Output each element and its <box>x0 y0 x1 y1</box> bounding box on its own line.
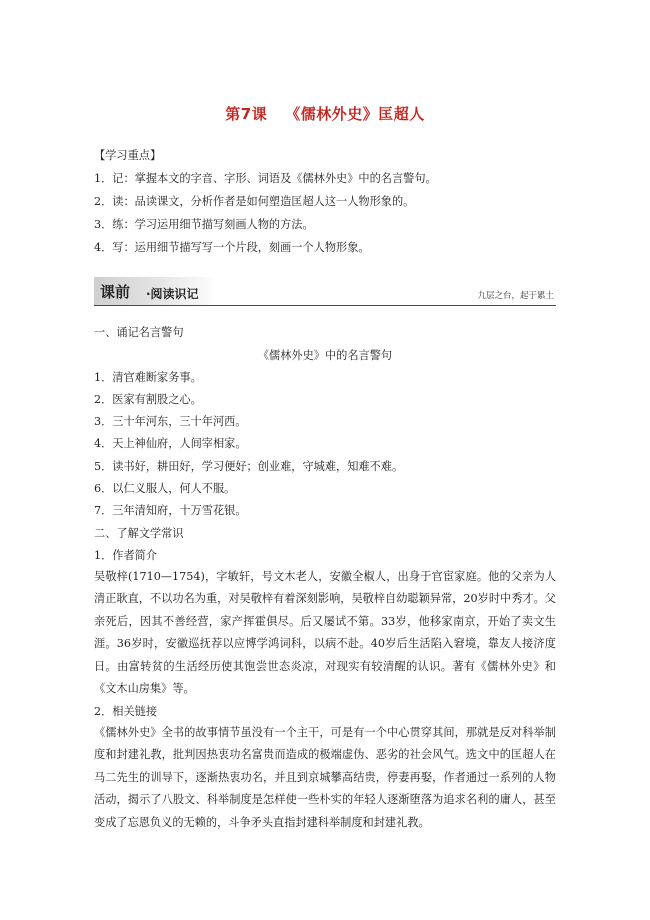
saying-6: 6．以仁义服人，何人不服。 <box>94 482 236 495</box>
saying-2: 2．医家有割股之心。 <box>94 393 202 406</box>
saying-7: 7．三年清知府，十万雪花银。 <box>94 504 247 517</box>
focus-header: 【学习重点】 <box>94 149 162 162</box>
saying-5: 5．读书好，耕田好，学习便好；创业难，守城难，知难不难。 <box>94 460 404 473</box>
focus-item-1: 1．记：掌握本文的字音、字形、词语及《儒林外史》中的名言警句。 <box>94 172 437 185</box>
section1-subheading: 《儒林外史》中的名言警句 <box>257 349 393 362</box>
focus-item-3: 3．练：学习运用细节描写刻画人物的方法。 <box>94 218 314 231</box>
saying-3: 3．三十年河东，三十年河西。 <box>94 415 247 428</box>
focus-item-2: 2．读：品读课文，分析作者是如何塑造匡超人这一人物形象的。 <box>94 195 415 208</box>
saying-1: 1．清官难断家务事。 <box>94 371 202 384</box>
section-banner <box>94 277 556 306</box>
lesson-name: 《儒林外史》匡超人 <box>285 105 425 123</box>
section1-heading: 一、诵记名言警句 <box>94 326 184 339</box>
links-heading: 2．相关链接 <box>94 705 158 718</box>
lesson-number: 第7课 <box>225 105 268 123</box>
banner-sub-label: ·阅读识记 <box>146 287 199 301</box>
banner-motto: 九层之台，起于累土 <box>477 291 554 301</box>
lesson-title <box>0 103 650 124</box>
section2-heading: 二、了解文学常识 <box>94 527 184 540</box>
saying-4: 4．天上神仙府，人间宰相家。 <box>94 437 247 450</box>
author-heading: 1．作者简介 <box>94 549 158 562</box>
author-paragraph: 吴敬梓(1710—1754)，字敏轩，号文木老人，安徽全椒人，出身于官宦家庭。他的父亲为人清正耿直，不以功名为重，对吴敬梓有着深刻影响，吴敬梓自幼聪颖异常，20岁时中秀才。父亲死后，因其不善经营，家产挥霍俱尽。后又屡试不第。33岁，他移家南京，开始了卖文生涯。36岁时，安徽巡抚荐以应博学鸿词科，以病不赴。40岁后生活陷入窘境，靠友人接济度日。由富转贫的生活经历使其饱尝世态炎凉，对现实有较清醒的认识。著有《儒林外史》和《文木山房集》等。 <box>94 570 556 696</box>
banner-main-label: 课前 <box>100 283 131 301</box>
focus-item-4: 4．写：运用细节描写写一个片段，刻画一个人物形象。 <box>94 241 370 254</box>
links-paragraph: 《儒林外史》全书的故事情节虽没有一个主干，可是有一个中心贯穿其间，那就是反对科举制度和封建礼教，批判因热衷功名富贵而造成的极端虚伪、恶劣的社会风气。选文中的匡超人在马二先生的训导下，逐渐热衷功名，并且到京城攀高结贵，停妻再娶，作者通过一系列的人物活动，揭示了八股文、科举制度是怎样使一些朴实的年轻人逐渐堕落为追求名利的庸人，甚至变成了忘恩负义的无赖的，斗争矛头直指封建科举制度和封建礼教。 <box>94 726 556 829</box>
